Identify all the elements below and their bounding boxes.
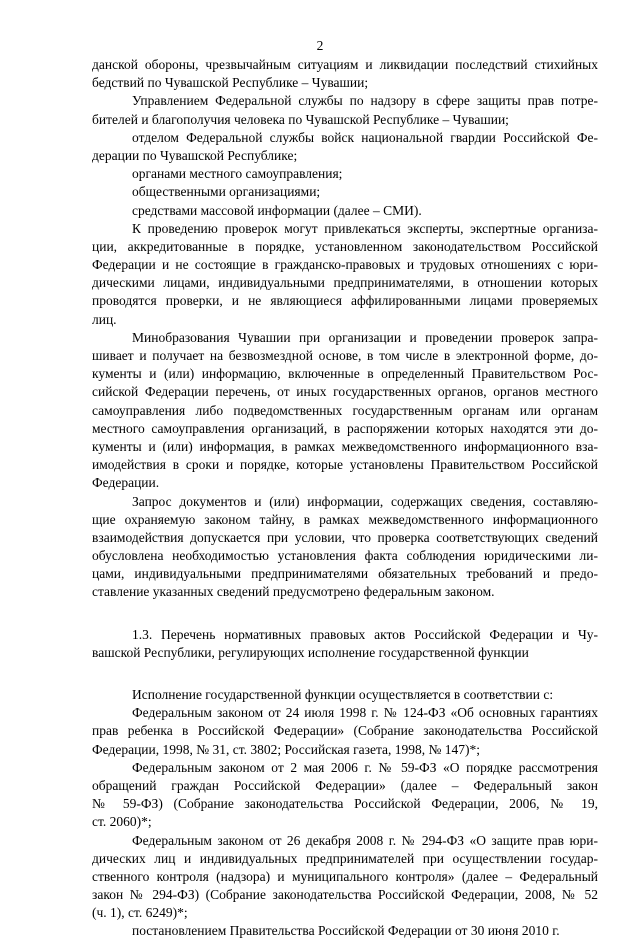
text-line: дическими лицами, индивидуальными предпринимателями, в отношении которых: [92, 275, 598, 291]
text-line: ст. 2060)*;: [92, 814, 152, 830]
paragraph: [92, 922, 598, 940]
text-line: К проведению проверок могут привлекаться эксперты, экспертные организа-: [132, 220, 598, 236]
paragraph: [92, 92, 598, 128]
text-line: щие охраняемую законом тайну, в рамках межведомственного информационного: [92, 511, 598, 527]
text-line: органами местного самоуправления;: [132, 166, 343, 182]
paragraph: [92, 759, 598, 832]
text-line: Управлением Федеральной службы по надзору в сфере защиты прав потре-: [132, 93, 598, 109]
text-line: прав ребенка в Российской Федерации» (Собрание законодательства Российской: [92, 723, 598, 739]
section-heading: [92, 626, 598, 662]
text-line: бителей и благополучия человека по Чувашской Республике – Чувашии;: [92, 111, 509, 127]
paragraph: [92, 183, 598, 201]
page-number: 2: [316, 38, 324, 53]
text-line: имодействия в сроки и порядке, которые установлены Правительством Российской: [92, 457, 598, 473]
text-line: (ч. 1), ст. 6249)*;: [92, 905, 188, 921]
paragraph: [92, 220, 598, 329]
text-line: ственного контроля (надзора) и муниципального контроля» (далее – Федеральный: [92, 868, 598, 884]
paragraph: [92, 329, 598, 493]
text-line: постановлением Правительства Российской Федерации от 30 июня 2010 г.: [132, 923, 560, 939]
text-line: Федерации.: [92, 475, 160, 491]
text-line: дических лиц и индивидуальных предпринимателей при осуществлении государ-: [92, 850, 598, 866]
text-line: отделом Федеральной службы войск национальной гвардии Российской Фе-: [132, 129, 598, 145]
text-line: Федеральным законом от 2 мая 2006 г. № 59-ФЗ «О порядке рассмотрения: [132, 759, 598, 775]
paragraph: [92, 56, 598, 92]
text-line: самоуправления либо подведомственных государственным органам или органам: [92, 402, 598, 418]
paragraph: [92, 202, 598, 220]
text-line: Запрос документов и (или) информации, содержащих сведения, составляю-: [132, 493, 598, 509]
spacer: [92, 602, 598, 626]
text-line: сийской Федерации перечень, от иных государственных органов, органов местного: [92, 384, 598, 400]
text-line: ции, аккредитованные в порядке, установленном законодательством Российской: [92, 238, 598, 254]
paragraph: [92, 704, 598, 759]
text-line: цами, индивидуальными предпринимателями обязательных требований и предо-: [92, 566, 598, 582]
text-line: Федеральным законом от 26 декабря 2008 г. № 294-ФЗ «О защите прав юри-: [132, 832, 598, 848]
text-line: Федерации и не состоящие в гражданско-правовых и трудовых отношениях с юри-: [92, 257, 598, 273]
text-line: ставление указанных сведений предусмотрено федеральным законом.: [92, 584, 495, 600]
text-line: обращений граждан Российской Федерации» (далее – Федеральный закон: [92, 777, 598, 793]
paragraph: [92, 165, 598, 183]
paragraph: [92, 832, 598, 923]
paragraph: [92, 129, 598, 165]
text-line: взаимодействия допускается при условии, что проверка соответствующих сведений: [92, 529, 598, 545]
text-line: обусловлена необходимостью установления факта соблюдения юридическими ли-: [92, 548, 598, 564]
text-line: закон № 294-ФЗ) (Собрание законодательства Российской Федерации, 2008, № 52: [92, 887, 598, 903]
text-line: Минобразования Чувашии при организации и проведении проверок запра-: [132, 329, 598, 345]
text-line: средствами массовой информации (далее – СМИ).: [132, 202, 422, 218]
text-line: № 59-ФЗ) (Собрание законодательства Российской Федерации, 2006, № 19,: [92, 796, 598, 812]
text-line: вашской Республики, регулирующих исполнение государственной функции: [92, 644, 529, 660]
text-line: Федеральным законом от 24 июля 1998 г. № 124-ФЗ «Об основных гарантиях: [132, 705, 598, 721]
text-line: кументы и (или) информация, в рамках межведомственного информационного вза-: [92, 438, 598, 454]
text-line: кументы и (или) информацию, включенные в определенный Правительством Рос-: [92, 366, 598, 382]
paragraph: [92, 686, 598, 704]
text-line: бедствий по Чувашской Республике – Чувашии;: [92, 75, 369, 91]
text-line: дерации по Чувашской Республике;: [92, 147, 298, 163]
document-body: [92, 56, 598, 941]
text-line: общественными организациями;: [132, 184, 321, 200]
text-line: проводятся проверки, и не являющиеся аффилированными лицами проверяемых: [92, 293, 598, 309]
text-line: шивает и получает на безвозмездной основе, в том числе в электронной форме, до-: [92, 348, 598, 363]
spacer: [92, 662, 598, 686]
text-line: Исполнение государственной функции осуществляется в соответствии с:: [132, 687, 554, 702]
text-line: 1.3. Перечень нормативных правовых актов Российской Федерации и Чу-: [132, 626, 598, 642]
text-line: данской обороны, чрезвычайным ситуациям и ликвидации последствий стихийных: [92, 57, 598, 72]
text-line: Федерации, 1998, № 31, ст. 3802; Российская газета, 1998, № 147)*;: [92, 741, 481, 757]
paragraph: [92, 493, 598, 602]
text-line: местного самоуправления организаций, в распоряжении которых находятся эти до-: [92, 420, 598, 436]
text-line: лиц.: [92, 311, 117, 327]
